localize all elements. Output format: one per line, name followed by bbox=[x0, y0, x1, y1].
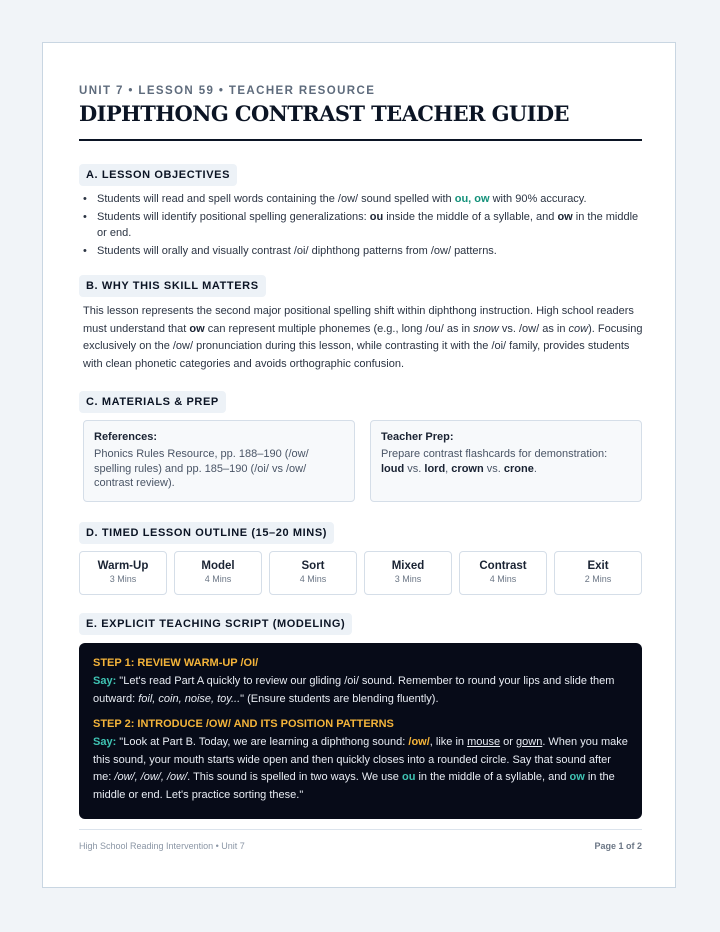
timeline-step-exit: Exit 2 Mins bbox=[554, 551, 642, 595]
timeline-step-model: Model 4 Mins bbox=[174, 551, 262, 595]
document-page bbox=[42, 42, 676, 888]
script-step-2-title: STEP 2: INTRODUCE /OW/ AND ITS POSITION PATTERNS bbox=[93, 718, 394, 730]
section-heading-why: B. WHY THIS SKILL MATTERS bbox=[79, 275, 266, 297]
references-title: References: bbox=[94, 431, 157, 443]
script-step-2-text: Say: "Look at Part B. Today, we are learning a diphthong sound: /ow/, like in mouse or gown. When you make this sound, your mouth starts wide open and then quickly closes into a rounded circle. Say that sound after me: /ow/, /ow/, /ow/. This sound is spelled in two ways. We use ou in the middle of a syllable, and ow in the middle or end. Let's practice sorting these." bbox=[93, 736, 628, 801]
timeline-step-sort: Sort 4 Mins bbox=[269, 551, 357, 595]
teaching-script-box bbox=[79, 643, 642, 819]
teacher-prep-card bbox=[370, 420, 642, 502]
references-text: Phonics Rules Resource, pp. 188–190 (/ow/ spelling rules) and pp. 185–190 (/oi/ vs /ow/ contrast review). bbox=[94, 448, 309, 489]
objective-item: • Students will read and spell words containing the /ow/ sound spelled with ou, ow with 90% accuracy. bbox=[79, 191, 642, 207]
footer-course: High School Reading Intervention • Unit 7 bbox=[79, 841, 245, 851]
teacher-prep-text: Prepare contrast flashcards for demonstration: loud vs. lord, crown vs. crone. bbox=[381, 448, 608, 475]
objectives-list bbox=[79, 191, 642, 261]
timeline-step-contrast: Contrast 4 Mins bbox=[459, 551, 547, 595]
lesson-kicker: UNIT 7 • LESSON 59 • TEACHER RESOURCE bbox=[79, 85, 376, 97]
why-paragraph: This lesson represents the second major positional spelling shift within diphthong instruction. High school readers must understand that ow can represent multiple phonemes (e.g., long /ou/ as in snow vs. /ow/ as in cow). Focusing exclusively on the /ow/ pronunciation during this lesson, while contrasting it with the /oi/ family, provides students with clean phonetic categories and avoids orthographic confusion. bbox=[83, 305, 643, 370]
section-heading-outline: D. TIMED LESSON OUTLINE (15–20 MINS) bbox=[79, 522, 334, 544]
footer-page-number: Page 1 of 2 bbox=[594, 841, 642, 851]
objective-item: • Students will identify positional spelling generalizations: ou inside the middle of a syllable, and ow in the middle or end. bbox=[79, 209, 642, 241]
timeline-step-warmup: Warm-Up 3 Mins bbox=[79, 551, 167, 595]
script-step-1-title: STEP 1: REVIEW WARM-UP /OI/ bbox=[93, 657, 259, 669]
page-title: DIPHTHONG CONTRAST TEACHER GUIDE bbox=[79, 101, 569, 126]
section-heading-script: E. EXPLICIT TEACHING SCRIPT (MODELING) bbox=[79, 613, 352, 635]
lesson-timeline bbox=[79, 551, 642, 595]
section-heading-materials: C. MATERIALS & PREP bbox=[79, 391, 226, 413]
script-step-1-text: Say: "Let's read Part A quickly to review our gliding /oi/ sound. Remember to round your lips and slide them outward: foil, coin, noise, toy..." (Ensure students are blending fluently). bbox=[93, 675, 615, 705]
title-divider bbox=[79, 139, 642, 141]
section-heading-objectives: A. LESSON OBJECTIVES bbox=[79, 164, 237, 186]
footer-divider bbox=[79, 829, 642, 830]
references-card bbox=[83, 420, 355, 502]
teacher-prep-title: Teacher Prep: bbox=[381, 431, 454, 443]
timeline-step-mixed: Mixed 3 Mins bbox=[364, 551, 452, 595]
objective-item: • Students will orally and visually contrast /oi/ diphthong patterns from /ow/ patterns. bbox=[79, 243, 642, 259]
